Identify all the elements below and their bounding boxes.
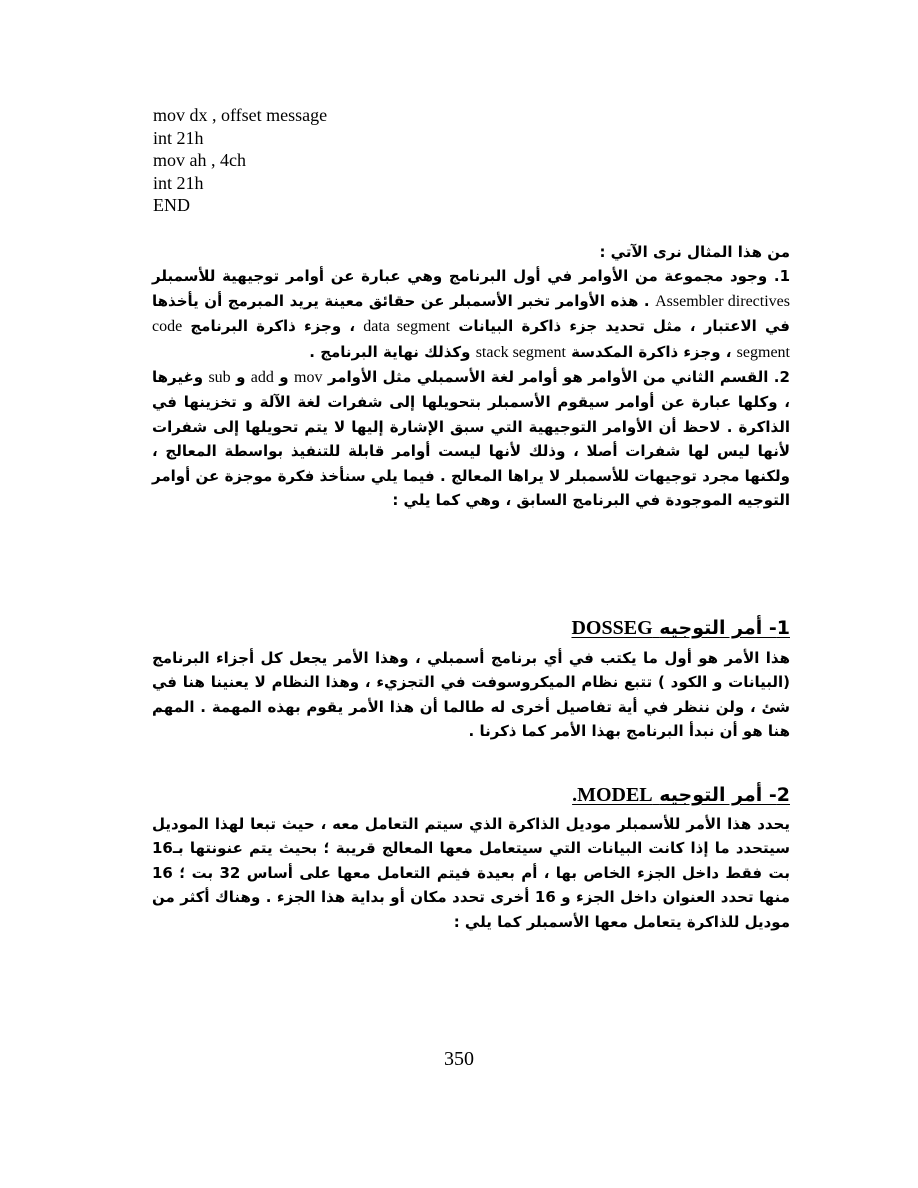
section-2-heading: 2- أمر التوجيه .MODEL <box>572 784 790 806</box>
intro-item-1: 1. وجود مجموعة من الأوامر في أول البرنامج وهي عبارة عن أوامر توجيهية للأسمبلر Assembler directives . هذه الأوامر تخبر الأسمبلر عن حقائق معينة يريد المبرمج أن يأخذها في الاعتبار ، مثل تحديد جزء ذاكرة البيانات data segment ، وجزء ذاكرة البرنامج code segment ، وجزء ذاكرة المكدسة stack segment وكذلك نهاية البرنامج . <box>152 267 790 361</box>
intro-item-2: 2. القسم الثاني من الأوامر هو أوامر لغة الأسمبلي مثل الأوامر mov و add و sub وغيرها ، وكلها عبارة عن أوامر سيقوم الأسمبلر بتحويلها إلى شفرات لغة الآلة و تخزينها في الذاكرة . لاحظ أن الأوامر التوجيهية التي سبق الإشارة إليها لا يتم تحويلها إلى شفرات لأنها ليس لها شفرات أصلا ، وذلك لأنها ليست أوامر قابلة للتنفيذ بواسطة المعالج ، ولكنها مجرد توجيهات للأسمبلر لا يراها المعالج . فيما يلي سنأخذ فكرة موجزة عن أوامر التوجيه الموجودة في البرنامج السابق ، وهي كما يلي : <box>152 368 790 510</box>
intro-lead: من هذا المثال نرى الآتي : <box>599 243 790 261</box>
section-1-heading: 1- أمر التوجيه DOSSEG <box>571 617 790 639</box>
code-line: int 21h <box>153 172 204 193</box>
code-line: END <box>153 195 190 215</box>
section-2-body: يحدد هذا الأمر للأسمبلر موديل الذاكرة الذي سيتم التعامل معه ، حيث تبعا لهذا الموديل سيتحدد ما إذا كانت البيانات التي سيتعامل معها المعالج قريبة ؛ بحيث يتم عنونتها بـ16 بت فقط داخل الجزء الخاص بها ، أم بعيدة فيتم التعامل معها على أساس 32 بت ؛ 16 منها تحدد العنوان داخل الجزء و 16 أخرى تحدد مكان أو بداية هذا الجزء . وهناك أكثر من موديل للذاكرة يتعامل معها الأسمبلر كما يلي : <box>152 815 790 931</box>
page-number: 350 <box>444 1048 474 1070</box>
code-line: int 21h <box>153 127 204 148</box>
intro-section <box>152 240 790 512</box>
section-1-body: هذا الأمر هو أول ما يكتب في أي برنامج أسمبلي ، وهذا الأمر يجعل كل أجزاء البرنامج (البيانات و الكود ) تتبع نظام الميكروسوفت في التجزيء ، وهذا النظام لا يعنينا هنا في شئ ، ولن ننظر في أية تفاصيل أخرى له طالما أن هذا الأمر يقوم بهذه المهمة . المهم هنا هو أن نبدأ البرنامج بهذا الأمر كما ذكرنا . <box>152 649 790 741</box>
code-line: mov ah , 4ch <box>153 150 246 170</box>
assembly-code-block <box>153 104 553 217</box>
code-line: mov dx , offset message <box>153 105 328 125</box>
